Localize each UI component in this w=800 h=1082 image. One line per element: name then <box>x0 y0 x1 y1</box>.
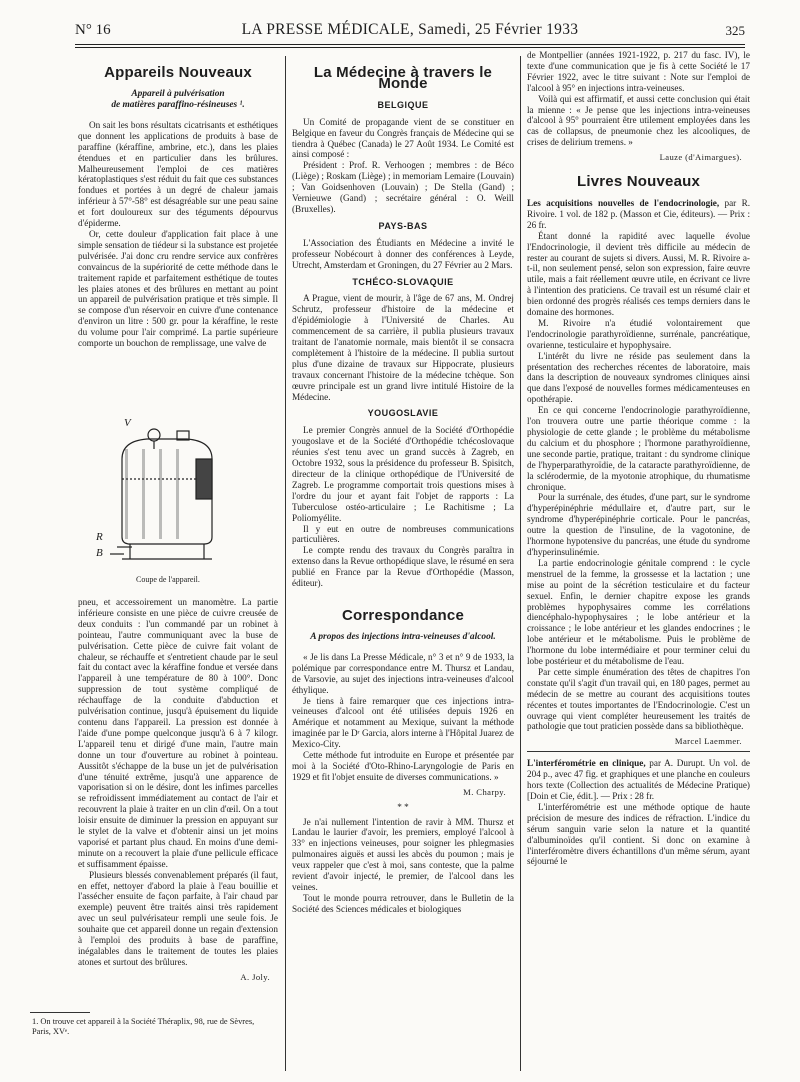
country-heading: TCHÉCO-SLOVAQUIE <box>352 276 454 287</box>
paragraph: Voilà qui est affirmatif, et aussi cette conclusion qui était la mienne : « Je pense que les injections intra-veineuses d'alcool à 95° pourraient être utilement employées dans les cas de collapsus, de pneumonie chez les alcooliques, de crises de delirium tremens. » <box>527 93 750 148</box>
signature: M. Charpy. <box>463 786 506 797</box>
paragraph: En ce qui concerne l'endocrinologie parathyroïdienne, l'on trouvera outre une partie théorique comme : la physiologie de cette glande ; le problème du métabolisme du calcium et du phosphore ; l'hormone parathyroïdienne, une seconde partie, pratique, traitant : du syndrome clinique de l'hyperparathyroïdie, de la cataracte parathyroïdienne, de la sclérodermie, de la myotonie atrophique, du rhumatisme chronique. <box>527 405 750 492</box>
paragraph: Président : Prof. R. Verhoogen ; membres : de Béco (Liège) ; Roskam (Liège) ; in memoriam Lemaire (Louvain) ; Van Goidsenhoven (Louvain) ; De Stella (Gand) ; Vernieuwe (Gand) ; secrétaire général : O. Weill (Bruxelles). <box>292 160 514 214</box>
figure-caption: Coupe de l'appareil. <box>136 575 200 584</box>
paragraph: L'interférométrie est une méthode optique de haute précision de mesure des indices de réfraction. L'indice du sérum sanguin varie selon la nature et la quantité d'albuminoïdes qu'il contient. Si donc on examine à l'interféromètre divers échantillons d'un même sérum, ayant séjourné le <box>527 801 750 867</box>
paragraph: On sait les bons résultats cicatrisants et esthétiques que donnent les applications de produits à base de paraffine (kéraffine, ambrine, etc.), dans les plaies étendues et en particulier dans les brûlures. Malheureusement l'emploi de ces matières kératoplastiques s'est réduit du fait que ces substances fondues et portées à un degré de chaleur jamais inférieur à 57°-58° est désagréable sur une peau saine et fort douloureux sur des téguments dépourvus d'épiderme. <box>78 119 278 229</box>
paragraph: « Je lis dans La Presse Médicale, n° 3 et n° 9 de 1933, la polémique par correspondance entre M. Thursz et Landau, de Varsovie, au sujet des injections intra-veineuses d'alcool éthylique. <box>292 651 514 695</box>
entry-rule <box>527 751 750 752</box>
page-number: 325 <box>725 23 745 38</box>
section-stars: * * <box>397 801 409 812</box>
book-reference: par A. Durupt. Un vol. de 204 p., avec 47 fig. et graphiques et une planche en couleurs hors texte (Collection des actualités de Médecine Pratique) [Doin et Cie, édit.]. — Prix : 28 fr. <box>527 758 750 801</box>
section-heading-appareils: Appareils Nouveaux <box>104 64 252 81</box>
column-divider <box>520 56 521 1071</box>
section-heading-correspondance: Correspondance <box>342 606 464 624</box>
signature: Marcel Laemmer. <box>674 736 742 747</box>
paragraph: Le premier Congrès annuel de la Société d'Orthopédie yougoslave et de la Société d'Orthopédie tchécoslovaque réunies s'est tenu avec un grand succès à Zagreb, en Octobre 1932, sous la présidence du professeur B. Spisitch, directeur de la clinique orthopédique de l'Université de Zagreb. Le programme comportait trois questions mises à l'ordre du jour et ayant fait l'objet de rapports : La Tuberculose ostéo-articulaire ; Le Rachitisme ; La Poliomyélite. <box>292 425 514 523</box>
book-reference: par R. Rivoire. 1 vol. de 182 p. (Masson et Cie, éditeurs). — Prix : 26 fr. <box>527 197 751 230</box>
apparatus-figure <box>92 419 242 569</box>
subtitle-line-1: Appareil à pulvérisation <box>131 88 225 99</box>
running-header <box>75 20 745 42</box>
paragraph: La partie endocrinologie génitale comprend : le cycle menstruel de la femme, la grossesse et la lactation ; une mise au point de la sécrétion testiculaire et du facteur sexuel. Enfin, le dernier chapitre expose les grands problèmes hypophysaires comme les corrélations diencéphalo-hypophysaires ; le lobe antérieur et la croissance ; le lobe antérieur et les glandes endocrines ; le lobe antérieur et le métabolisme. Puis le problème de l'hormone du lobe intermédiaire et pour terminer celui du lobe postérieur et du métabolisme de l'eau. <box>527 557 750 667</box>
section-heading-medecine: La Médecine à travers le Monde <box>313 64 493 92</box>
country-heading: YOUGOSLAVIE <box>367 408 439 419</box>
paragraph: Je n'ai nullement l'intention de ravir à MM. Thursz et Landau le laurier d'avoir, les premiers, employé l'alcool à 33° en injections veineuses, pour soigner les phlegmasies pulmonaires aiguës et aussi les abcès du poumon ; mais je veux rappeler que c'est à moi, sans conteste, que la palme revient d'avoir injecté, le premier, de l'alcool dans les veines. <box>292 816 514 892</box>
paragraph: L'Association des Étudiants en Médecine a invité le professeur Nobécourt à donner des conférences à Leyde, Utrecht, Amsterdam et Groningen, du 27 Février au 2 Mars. <box>292 237 514 270</box>
country-heading: BELGIQUE <box>377 99 429 110</box>
country-heading: PAYS-BAS <box>378 220 428 231</box>
paragraph: L'intérêt du livre ne réside pas seulement dans la présentation des recherches récentes de laboratoire, mais dans la description de nouveaux syndromes cliniques ainsi que dans l'exposé de nouvelles formes médicamenteuses en opothérapie. <box>527 350 750 405</box>
column-3 <box>527 50 750 867</box>
paragraph: Or, cette douleur d'application fait place à une simple sensation de tiédeur si la substance est projetée pulvérisée. J'ai donc cru rendre service aux confrères convaincus de la supériorité de cette méthode dans le traitement rapide et parfaitement esthétique de toutes les plaies atones et des brûlures en mettant au point un appareil de pulvérisation pratique et très simple. Il se compose d'un réservoir en cuivre d'une contenance d'environ un litre : 500 gr. pour la kéraffine, le reste du volume pour l'air comprimé. La partie supérieure comporte un bouchon de remplissage, une valve de <box>78 228 278 349</box>
paragraph: A Prague, vient de mourir, à l'âge de 67 ans, M. Ondrej Schrutz, professeur d'histoire de la médecine et d'épidémiologie à l'Université de Charles. Au commencement de sa carrière, il publia plusieurs travaux traitant de l'anatomie normale, mais bientôt il se consacra complètement à l'histoire de la médecine. Il publia surtout plus d'une dizaine de travaux sur Hippocrate, plusieurs travaux concernant l'histoire de la médecine tchèque. Son œuvre principale est un grand livre intitulé Histoire de la Médecine. <box>292 293 514 402</box>
subtitle-line-2: de matières paraffino-résineuses ¹. <box>111 99 245 110</box>
paragraph: Il y eut en outre de nombreuses communications particulières. <box>292 523 514 545</box>
paragraph: Le compte rendu des travaux du Congrès paraîtra in extenso dans la Revue orthopédique slave, le résumé en sera publié en France par la Revue d'Orthopédie (Masson, éditeur). <box>292 545 514 589</box>
book-title: L'interférométrie en clinique, <box>527 758 646 769</box>
header-rule <box>75 44 745 45</box>
signature: A. Joly. <box>240 971 270 982</box>
paragraph: Je tiens à faire remarquer que ces injections intra-veineuses d'alcool ont été utilisées depuis 1926 en Amérique et notamment au Mexique, suivant la méthode imaginée par le Dʳ Garcia, alors interne à l'Hôpital Juarez de Mexico-City. <box>292 695 514 750</box>
paragraph: Pour la surrénale, des études, d'une part, sur le syndrome d'hyperépinéphrie médullaire et, d'autre part, sur le syndrome d'hyperépinéphrie corticale. Pour le pancréas, outre la question de l'insuline, de la vagotonine, de l'hormone hypotensive du pancréas, une étude du syndrome d'hyperinsulinémie. <box>527 492 750 557</box>
book-title: Les acquisitions nouvelles de l'endocrinologie, <box>527 197 720 208</box>
paragraph: de Montpellier (années 1921-1922, p. 217 du fasc. IV), le texte d'une communication que je fis à cette Société le 17 Février 1922, avec le titre suivant : Note sur l'emploi de l'alcool à 95° en injections intra-veineuses. <box>527 50 750 93</box>
paragraph: M. Rivoire n'a étudié volontairement que l'endocrinologie parathyroïdienne, surrénale, pancréatique, ovarienne, testiculaire et hypophysaire. <box>527 317 750 350</box>
label-b: B <box>96 547 103 559</box>
label-v: V <box>124 417 131 429</box>
book-entry <box>527 758 750 802</box>
paragraph: Tout le monde pourra retrouver, dans le Bulletin de la Société des Sciences médicales et biologiques <box>292 892 514 914</box>
footnote-rule <box>30 1012 90 1013</box>
article-subtitle <box>78 89 278 111</box>
paragraph: Un Comité de propagande vient de se constituer en Belgique en faveur du Congrès français de Médecine qui se tiendra à Québec (Canada) le 27 Août 1934. Le Comité est ainsi composé : <box>292 116 514 160</box>
book-entry <box>527 198 750 231</box>
paragraph: Cette méthode fut introduite en Europe et présentée par moi à la Société d'Oto-Rhino-Laryngologie de Paris en 1929 et fit l'objet ensuite de diverses communications. » <box>292 750 514 782</box>
column-divider <box>285 56 286 1071</box>
issue-number: N° 16 <box>75 22 111 38</box>
paragraph: Plusieurs blessés convenablement préparés (il faut, en effet, nettoyer d'abord la plaie à l'eau bouillie et l'assécher ensuite de façon parfaite, à l'air chaud par exemple) peuvent être traités ainsi très rapidement avec un seul pulvérisateur rempli une seule fois. Je souhaite que cet appareil donne un regain d'extension à l'emploi des produits à base de paraffine, inégalables dans le traitement de toutes les plaies atones et surtout des brûlures. <box>78 869 278 967</box>
column-1-bottom <box>78 597 278 987</box>
paragraph: pneu, et accessoirement un manomètre. La partie inférieure consiste en une pièce de cuivre creusée de deux conduits : l'un commandé par un robinet à pointeau, l'autre communiquant avec la buse de pulvérisation. Cette pièce de cuivre fait volant de chaleur, se réchauffe et s'entretient chaude par le seul fait du contact avec la kéraffine fondue et versée dans l'appareil à une température de 80 à 100°. Donc suppression de tout système compliqué de réchauffage de la conduite d'abduction et pulvérisation continue, jusqu'à épuisement du liquide contenu dans l'appareil. La pression est donnée à l'aide d'une pompe quelconque jusqu'à 6 à 7 kilogr. L'appareil tenu et dirigé d'une main, l'autre main donne un tour d'ouverture au robinet à pointeau. Aussitôt s'échappe de la buse un jet de pulvérisation d'une ténuité extrême, jusqu'à une apparence de vaporisation si on le désire, dont les infimes parcelles se refroidissent immédiatement au contact de l'air et recouvrent la plaie à traiter en un clin d'œil. On a tout loisir ensuite de diminuer la pression en appuyant sur le stylet de la valve et d'obtenir ainsi un jet moins vaporisé et partant plus chaud. En moins d'une demi-minute on a recouvert la plaie d'une pellicule efficace et suffisamment épaisse. <box>78 597 278 869</box>
section-heading-livres: Livres Nouveaux <box>576 173 701 191</box>
journal-title: LA PRESSE MÉDICALE, Samedi, 25 Février 1933 <box>241 21 579 38</box>
article-subtitle: A propos des injections intra-veineuses d'alcool. <box>310 631 496 642</box>
signature: Lauze (d'Aimargues). <box>659 152 742 163</box>
label-r: R <box>96 531 103 543</box>
column-2 <box>292 56 514 915</box>
paragraph: Étant donné la rapidité avec laquelle évolue l'Endocrinologie, il devient très difficile au médecin de rester au courant de sujets si divers. Aussi, M. R. Rivoire a-t-il, non seulement pensé, selon son expression, faire œuvre utile, mais a fait réellement œuvre utile, en écrivant ce livre à l'intention des praticiens. Ce travail est un résumé clair et bien ordonné des progrès réalisés ces temps derniers dans le domaine des hormones. <box>527 230 750 318</box>
column-1-top <box>78 56 278 349</box>
paragraph: Par cette simple énumération des têtes de chapitres l'on constate qu'il s'agit d'un travail qui, en 180 pages, permet au médecin de se mettre au courant des acquisitions toutes récentes et toutes importantes de l'Endocrinologie. C'est un ouvrage qui vient compléter heureusement les traités de pathologie que tout praticien possède dans sa bibliothèque. <box>527 666 750 732</box>
apparatus-cross-section-drawing <box>92 419 242 569</box>
header-rule-double <box>75 47 745 48</box>
footnote: 1. On trouve cet appareil à la Société Théraplix, 98, rue de Sèvres, Paris, XVᵉ. <box>32 1017 255 1036</box>
